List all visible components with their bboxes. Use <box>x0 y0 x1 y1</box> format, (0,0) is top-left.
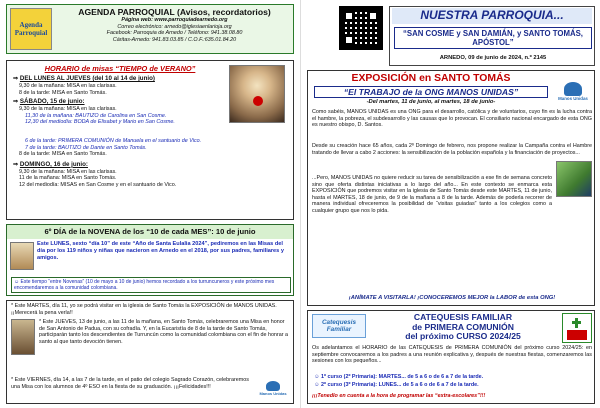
parish-date: ARNEDO, 09 de junio de 2024, n.º 2145 <box>439 55 547 61</box>
sabado-heading <box>13 98 229 106</box>
expo-dates: -Del martes, 11 de junio, al martes, 18 de junio- <box>366 99 496 105</box>
agenda-header <box>6 4 294 54</box>
cate-closing: ¡¡¡Tenedlo en cuenta a la hora de programar las “extra-escolares”!!! <box>312 393 486 399</box>
manos-unidas-logo-label: Manos Unidas <box>558 95 588 101</box>
agenda-logo-line1: Agenda <box>19 21 43 29</box>
agenda-web: Página web: www.parroquiadearnedo.org <box>121 17 228 23</box>
domingo-line-3: 12 del mediodía: MISAS en San Cosme y en el santuario de Vico. <box>19 181 177 188</box>
expo-title: EXPOSICIÓN en SANTO TOMÁS <box>351 73 511 84</box>
cate-course-1 <box>314 374 590 381</box>
agenda-caritas: Cáritas-Arnedo: 941.83.03.85 / C.O.F.:635.01.84.20 <box>112 36 237 43</box>
agenda-email: Correo electrónico: arnedo@iglesiaenlarioja.org <box>117 23 232 30</box>
hands-icon <box>266 381 280 391</box>
sabado-heading-text: SÁBADO, 15 de junio: <box>19 98 85 106</box>
cate-title-1: CATEQUESIS FAMILIAR <box>413 312 513 322</box>
catequesis-logo-line2: Familiar <box>326 326 352 333</box>
arrow-right-icon: ⇒ <box>13 98 20 106</box>
sabado-line-2: 11,30 de la mañana: BAUTIZO de Carolina en San Cosme. <box>25 112 167 119</box>
cate-title-3: del próximo CURSO 2024/25 <box>405 331 521 342</box>
parish-title: NUESTRA PARROQUIA... <box>392 8 592 24</box>
church-icon <box>562 313 592 343</box>
agenda-logo <box>10 8 52 50</box>
expo-paragraph-1: Como sabéis, MANOS UNIDAS es una ONG para el desarrollo, católica y de voluntarios, cuyo fin es la lucha contra el hambre, la pobreza, el subdesarrollo y las causas que lo provocan. El consiliario nacional encargado de esta ONG es nuestro obispo, D. Santos. <box>312 109 592 129</box>
expo-subtitle: “El TRABAJO de la ONG MANOS UNIDAS” <box>314 86 548 98</box>
domingo-line-2: 11 de la mañana: MISA en Santo Tomás. <box>19 175 117 182</box>
domingo-heading <box>13 161 289 169</box>
avisos-box <box>6 300 294 404</box>
catequesis-logo-line1: Catequesis <box>321 319 357 326</box>
cate-box <box>307 310 595 404</box>
aviso-jueves <box>39 319 291 345</box>
right-page <box>300 0 600 408</box>
parish-header <box>389 6 595 66</box>
novena-box <box>6 224 294 296</box>
heart-icon <box>253 96 263 106</box>
novena-text: Este LUNES, sexto “día 10” de este “Año de Santa Eulalia 2024”, pediremos en las Misas del día por los 119 niños y niñas que nacieron en Arnedo en el 2018, por sus padres, familiares y amigos. <box>37 241 284 261</box>
novena-note-text: Este tiempo “entre Novenas” (10 de mayo a 10 de junio) hemos recordado a los turruncuneros y este próximo mes encomendaremos a la comunidad colombiana. <box>14 279 275 291</box>
expo-paragraph-3: ...Pero, MANOS UNIDAS no quiere reducir su tarea de sensibilización a ese fin de semana concreto sino que oferta distintas iniciativas a lo largo del año... En este contexto se enmarca esta EXPOSICIÓN que podremos visitar en la iglesia de Santo Tomás desde este MARTES, 11 de junio, hasta el MARTES, 18 de junio, de 9 de la mañana a 8 de la tarde. Además de poderla recorrer de manera individual ofreceremos la posibilidad de “visitas guiadas” tanto a los colegios como a cualquier grupo que nos lo pida. <box>312 175 552 214</box>
aviso-martes-text: Este MARTES, día 11, yo se podrá visitar en la iglesia de Santo Tomás la EXPOSICIÓN de MANOS UNIDAS. ¡¡Merecerá la pena verla!! <box>11 303 277 316</box>
cate-course-2-text: 2º curso (3º Primaria): LUNES... de 5 a 6 o de 6 a 7 de la tarde. <box>321 382 479 388</box>
smile-icon: ☺ <box>314 382 322 388</box>
expo-closing: ¡ANÍMATE A VISITARLA! ¡CONOCEREMOS MEJOR la LABOR de esta ONG! <box>348 295 556 301</box>
sabado-line-6: 8 de la tarde: MISA en Santo Tomás. <box>19 151 107 158</box>
sabado-line-1: 9,30 de la mañana: MISA en las clarisas. <box>19 106 117 113</box>
manos-unidas-logo <box>554 75 592 107</box>
cate-intro: Os adelantamos el HORARIO de las CATEQUESIS de PRIMERA COMUNIÓN del próximo curso 2024/25: en septiembre convocaremos a los padres a una reunión explicativa y, después de nuestras fiestas, comenzaremos las sesiones con los pequeños... <box>312 345 592 365</box>
manos-unidas-logo <box>255 377 291 401</box>
aviso-viernes-text: Este VIERNES, día 14, a las 7 de la tarde, en el patio del colegio Sagrado Corazón, celebraremos una Misa con los alumnos de 4º ESO en la fiesta de su graduación. ¡¡¡Felicidades!!! <box>11 377 249 390</box>
santa-eulalia-image <box>10 242 34 270</box>
aviso-martes <box>11 303 291 316</box>
smile-icon: ☺ <box>314 374 322 380</box>
asterisk-icon: * <box>39 319 43 325</box>
sabado-line-5: 7 de la tarde: BAUTIZO de Dante en Santo Tomás. <box>25 144 147 151</box>
hands-icon <box>564 82 582 96</box>
lunes-heading <box>13 75 229 83</box>
domingo-heading-text: DOMINGO, 16 de junio: <box>19 160 88 168</box>
sabado-line-3: 12,30 del mediodía: BODA de Elisabet y Mario en San Cosme. <box>25 119 175 126</box>
sabado-line-4: 6 de la tarde: PRIMERA COMUNIÓN de Manuela en el santuario de Vico. <box>25 138 202 144</box>
catequesis-logo <box>312 314 366 338</box>
lunes-line-2: 8 de la tarde: MISA en Santo Tomás. <box>19 89 107 96</box>
manos-unidas-logo-label: Manos Unidas <box>259 391 287 396</box>
arrow-right-icon: ⇒ <box>13 160 20 168</box>
asterisk-icon: * <box>11 377 15 383</box>
cate-title-2: de PRIMERA COMUNIÓN <box>412 321 514 332</box>
novena-note <box>11 277 291 293</box>
novena-title: 6º DÍA de la NOVENA de los “10 de cada MES”: 10 de junio <box>7 225 293 239</box>
domingo-line-1: 9,30 de la mañana: MISA en las clarisas. <box>19 168 117 175</box>
aviso-jueves-text: Este JUEVES, 13 de junio, a las 11 de la mañana, en Santo Tomás, celebraremos una Misa en honor de San Antonio de Padua, con su cofradía. Y, en la Eucaristía de 8 de la tarde de Santo Tomás, participarán tanto los descendientes de Turruncún como la comunidad colombiana con el fin de honrar a santo al que tanto devoción tienen. <box>39 319 289 345</box>
horario-box <box>6 60 294 220</box>
children-image <box>556 161 592 197</box>
agenda-title: AGENDA PARROQUIAL (Avisos, recordatorios) <box>78 7 271 17</box>
aviso-viernes <box>11 377 251 390</box>
expo-paragraph-2: Desde su creación hace 65 años, cada 2º Domingo de febrero, nos propone realizar la Campaña contra el Hambre tratando de llevar a cabo 2 acciones: la sensibilización de la población española y la financiación de proyectos... <box>312 143 592 156</box>
parish-names: “SAN COSME y SAN DAMIÁN, y SANTO TOMÁS, APÓSTOL” <box>394 27 592 49</box>
arrow-right-icon: ⇒ <box>13 75 20 82</box>
sacred-heart-image <box>229 65 285 123</box>
qr-code[interactable] <box>339 6 383 50</box>
cate-course-1-text: 1º curso (2º Primaria): MARTES... de 5 a 6 o de 6 a 7 de la tarde. <box>321 374 484 380</box>
st-anthony-image <box>11 319 35 355</box>
expo-box <box>307 70 595 306</box>
agenda-logo-line2: Parroquial <box>14 29 48 37</box>
smile-icon: ☺ <box>14 279 21 285</box>
cate-course-2 <box>314 382 590 389</box>
lunes-line-1: 9,30 de la mañana: MISA en las clarisas. <box>19 83 117 89</box>
lunes-heading-text: DEL LUNES AL JUEVES (del 10 al 14 de junio) <box>19 75 155 82</box>
agenda-facebook: Facebook: Parroquia de Arnedo / Teléfono: 941.38.08.80 <box>106 30 243 37</box>
asterisk-icon: * <box>11 303 15 309</box>
horario-title: HORARIO de misas “TIEMPO de VERANO” <box>44 64 196 73</box>
